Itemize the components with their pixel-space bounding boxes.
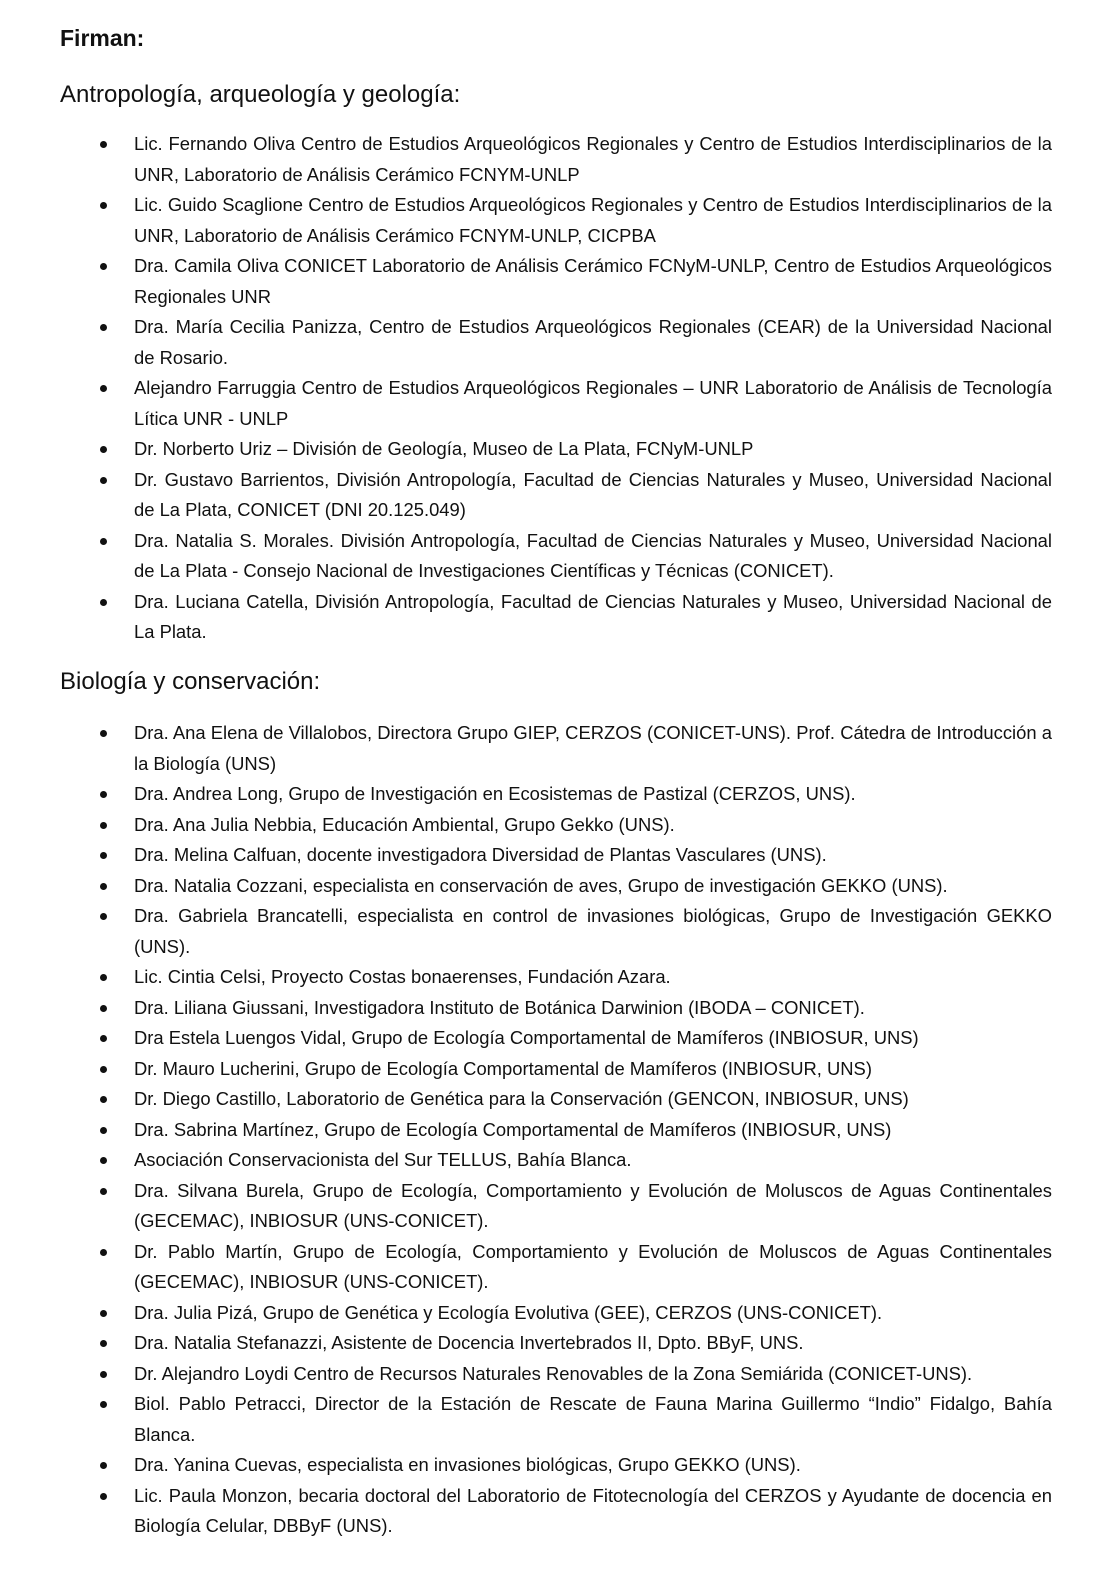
list-item — [0, 810, 1093, 841]
signatory-entry: Dra. Ana Elena de Villalobos, Directora Grupo GIEP, CERZOS (CONICET-UNS). Prof. Cátedra de Introducción a la Biología (UNS) — [134, 722, 1052, 774]
bullet-icon — [100, 1462, 107, 1469]
signatory-entry: Dra. Camila Oliva CONICET Laboratorio de Análisis Cerámico FCNyM-UNLP, Centro de Estudios Arqueológicos Regionales UNR — [134, 255, 1052, 307]
bullet-icon — [100, 1005, 107, 1012]
bullet-icon — [100, 913, 107, 920]
list-item — [0, 1359, 1093, 1390]
bullet-icon — [100, 202, 107, 209]
list-item — [0, 1145, 1093, 1176]
bullet-icon — [100, 1096, 107, 1103]
signatory-entry: Dra. Natalia Cozzani, especialista en conservación de aves, Grupo de investigación GEKKO (UNS). — [134, 874, 948, 896]
signatory-entry: Alejandro Farruggia Centro de Estudios Arqueológicos Regionales – UNR Laboratorio de Análisis de Tecnología Lítica UNR - UNLP — [134, 377, 1052, 429]
list-item — [0, 312, 1093, 373]
signatory-entry: Dra. María Cecilia Panizza, Centro de Estudios Arqueológicos Regionales (CEAR) de la Universidad Nacional de Rosario. — [134, 316, 1052, 368]
bullet-icon — [100, 822, 107, 829]
list-item — [0, 871, 1093, 902]
bullet-icon — [100, 1310, 107, 1317]
bullet-icon — [100, 538, 107, 545]
signatory-entry: Dra. Melina Calfuan, docente investigadora Diversidad de Plantas Vasculares (UNS). — [134, 844, 827, 865]
signatory-entry: Dr. Pablo Martín, Grupo de Ecología, Comportamiento y Evolución de Moluscos de Aguas Continentales (GECEMAC), INBIOSUR (UNS-CONICET). — [134, 1240, 1052, 1292]
list-item — [0, 993, 1093, 1024]
bullet-icon — [100, 385, 107, 392]
list-item — [0, 1176, 1093, 1237]
list-item — [0, 373, 1093, 434]
bullet-icon — [100, 1066, 107, 1073]
list-item — [0, 1115, 1093, 1146]
list-item — [0, 526, 1093, 587]
signatory-entry: Dr. Mauro Lucherini, Grupo de Ecología Comportamental de Mamíferos (INBIOSUR, UNS) — [134, 1057, 872, 1079]
signatory-entry: Dra. Silvana Burela, Grupo de Ecología, Comportamiento y Evolución de Moluscos de Aguas Continentales (GECEMAC), INBIOSUR (UNS-CONICET). — [134, 1179, 1052, 1231]
signatory-entry: Dra. Sabrina Martínez, Grupo de Ecología Comportamental de Mamíferos (INBIOSUR, UNS) — [134, 1118, 892, 1140]
list-item — [0, 1084, 1093, 1115]
signatory-entry: Biol. Pablo Petracci, Director de la Estación de Rescate de Fauna Marina Guillermo “Indio” Fidalgo, Bahía Blanca. — [134, 1393, 1052, 1445]
list-item — [0, 129, 1093, 190]
signatories-list-biologia — [0, 718, 1093, 1542]
list-item — [0, 465, 1093, 526]
signatory-entry: Dr. Gustavo Barrientos, División Antropología, Facultad de Ciencias Naturales y Museo, Universidad Nacional de La Plata, CONICET (DNI 20.125.049) — [134, 468, 1052, 520]
signatory-entry: Dra. Yanina Cuevas, especialista en invasiones biológicas, Grupo GEKKO (UNS). — [134, 1454, 801, 1475]
bullet-icon — [100, 1127, 107, 1134]
list-item — [0, 1023, 1093, 1054]
signatory-entry: Lic. Guido Scaglione Centro de Estudios Arqueológicos Regionales y Centro de Estudios Interdisciplinarios de la UNR, Laboratorio de Análisis Cerámico FCNYM-UNLP, CICPBA — [134, 194, 1052, 246]
list-item — [0, 1237, 1093, 1298]
list-item — [0, 1328, 1093, 1359]
signatory-entry: Dra. Natalia Stefanazzi, Asistente de Docencia Invertebrados II, Dpto. BByF, UNS. — [134, 1332, 804, 1353]
signatory-entry: Dra. Natalia S. Morales. División Antropología, Facultad de Ciencias Naturales y Museo, Universidad Nacional de La Plata - Consejo Nacional de Investigaciones Científicas y Técnicas (CONICET). — [134, 529, 1052, 581]
signatory-entry: Dr. Diego Castillo, Laboratorio de Genética para la Conservación (GENCON, INBIOSUR, UNS) — [134, 1088, 909, 1109]
signatory-entry: Dra. Luciana Catella, División Antropología, Facultad de Ciencias Naturales y Museo, Universidad Nacional de La Plata. — [134, 590, 1052, 642]
bullet-icon — [100, 852, 107, 859]
signatory-entry: Lic. Cintia Celsi, Proyecto Costas bonaerenses, Fundación Azara. — [134, 966, 671, 987]
list-item — [0, 1450, 1093, 1481]
bullet-icon — [100, 141, 107, 148]
list-item — [0, 434, 1093, 465]
page-title: Firman: — [60, 25, 145, 51]
bullet-icon — [100, 599, 107, 606]
signatory-entry: Dra Estela Luengos Vidal, Grupo de Ecología Comportamental de Mamíferos (INBIOSUR, UNS) — [134, 1027, 919, 1048]
bullet-icon — [100, 1157, 107, 1164]
list-item — [0, 587, 1093, 648]
bullet-icon — [100, 1340, 107, 1347]
bullet-icon — [100, 883, 107, 890]
bullet-icon — [100, 446, 107, 453]
bullet-icon — [100, 1188, 107, 1195]
signatories-list-antropologia — [0, 129, 1093, 648]
signatory-entry: Dra. Liliana Giussani, Investigadora Instituto de Botánica Darwinion (IBODA – CONICET). — [134, 996, 865, 1018]
list-item — [0, 1389, 1093, 1450]
list-item — [0, 251, 1093, 312]
list-item — [0, 190, 1093, 251]
signatory-entry: Asociación Conservacionista del Sur TELLUS, Bahía Blanca. — [134, 1149, 632, 1170]
signatory-entry: Dra. Ana Julia Nebbia, Educación Ambiental, Grupo Gekko (UNS). — [134, 813, 675, 835]
list-item — [0, 1298, 1093, 1329]
list-item — [0, 718, 1093, 779]
signatory-entry: Dr. Norberto Uriz – División de Geología, Museo de La Plata, FCNyM-UNLP — [134, 438, 754, 459]
list-item — [0, 779, 1093, 810]
bullet-icon — [100, 1401, 107, 1408]
signatory-entry: Dr. Alejandro Loydi Centro de Recursos Naturales Renovables de la Zona Semiárida (CONICET-UNS). — [134, 1362, 973, 1384]
bullet-icon — [100, 1371, 107, 1378]
bullet-icon — [100, 263, 107, 270]
signatory-entry: Lic. Fernando Oliva Centro de Estudios Arqueológicos Regionales y Centro de Estudios Interdisciplinarios de la UNR, Laboratorio de Análisis Cerámico FCNYM-UNLP — [134, 133, 1052, 185]
list-item — [0, 962, 1093, 993]
bullet-icon — [100, 324, 107, 331]
bullet-icon — [100, 974, 107, 981]
signatory-entry: Dra. Andrea Long, Grupo de Investigación en Ecosistemas de Pastizal (CERZOS, UNS). — [134, 783, 856, 804]
bullet-icon — [100, 730, 107, 737]
list-item — [0, 1054, 1093, 1085]
section-heading-biologia: Biología y conservación: — [60, 668, 321, 695]
signatory-entry: Dra. Gabriela Brancatelli, especialista en control de invasiones biológicas, Grupo de Investigación GEKKO (UNS). — [134, 905, 1052, 957]
bullet-icon — [100, 477, 107, 484]
bullet-icon — [100, 1493, 107, 1500]
bullet-icon — [100, 791, 107, 798]
bullet-icon — [100, 1249, 107, 1256]
list-item — [0, 901, 1093, 962]
section-heading-antropologia: Antropología, arqueología y geología: — [60, 81, 461, 108]
signatory-entry: Lic. Paula Monzon, becaria doctoral del Laboratorio de Fitotecnología del CERZOS y Ayudante de docencia en Biología Celular, DBByF (UNS). — [134, 1484, 1052, 1536]
list-item — [0, 840, 1093, 871]
signatory-entry: Dra. Julia Pizá, Grupo de Genética y Ecología Evolutiva (GEE), CERZOS (UNS-CONICET). — [134, 1301, 883, 1323]
list-item — [0, 1481, 1093, 1542]
bullet-icon — [100, 1035, 107, 1042]
